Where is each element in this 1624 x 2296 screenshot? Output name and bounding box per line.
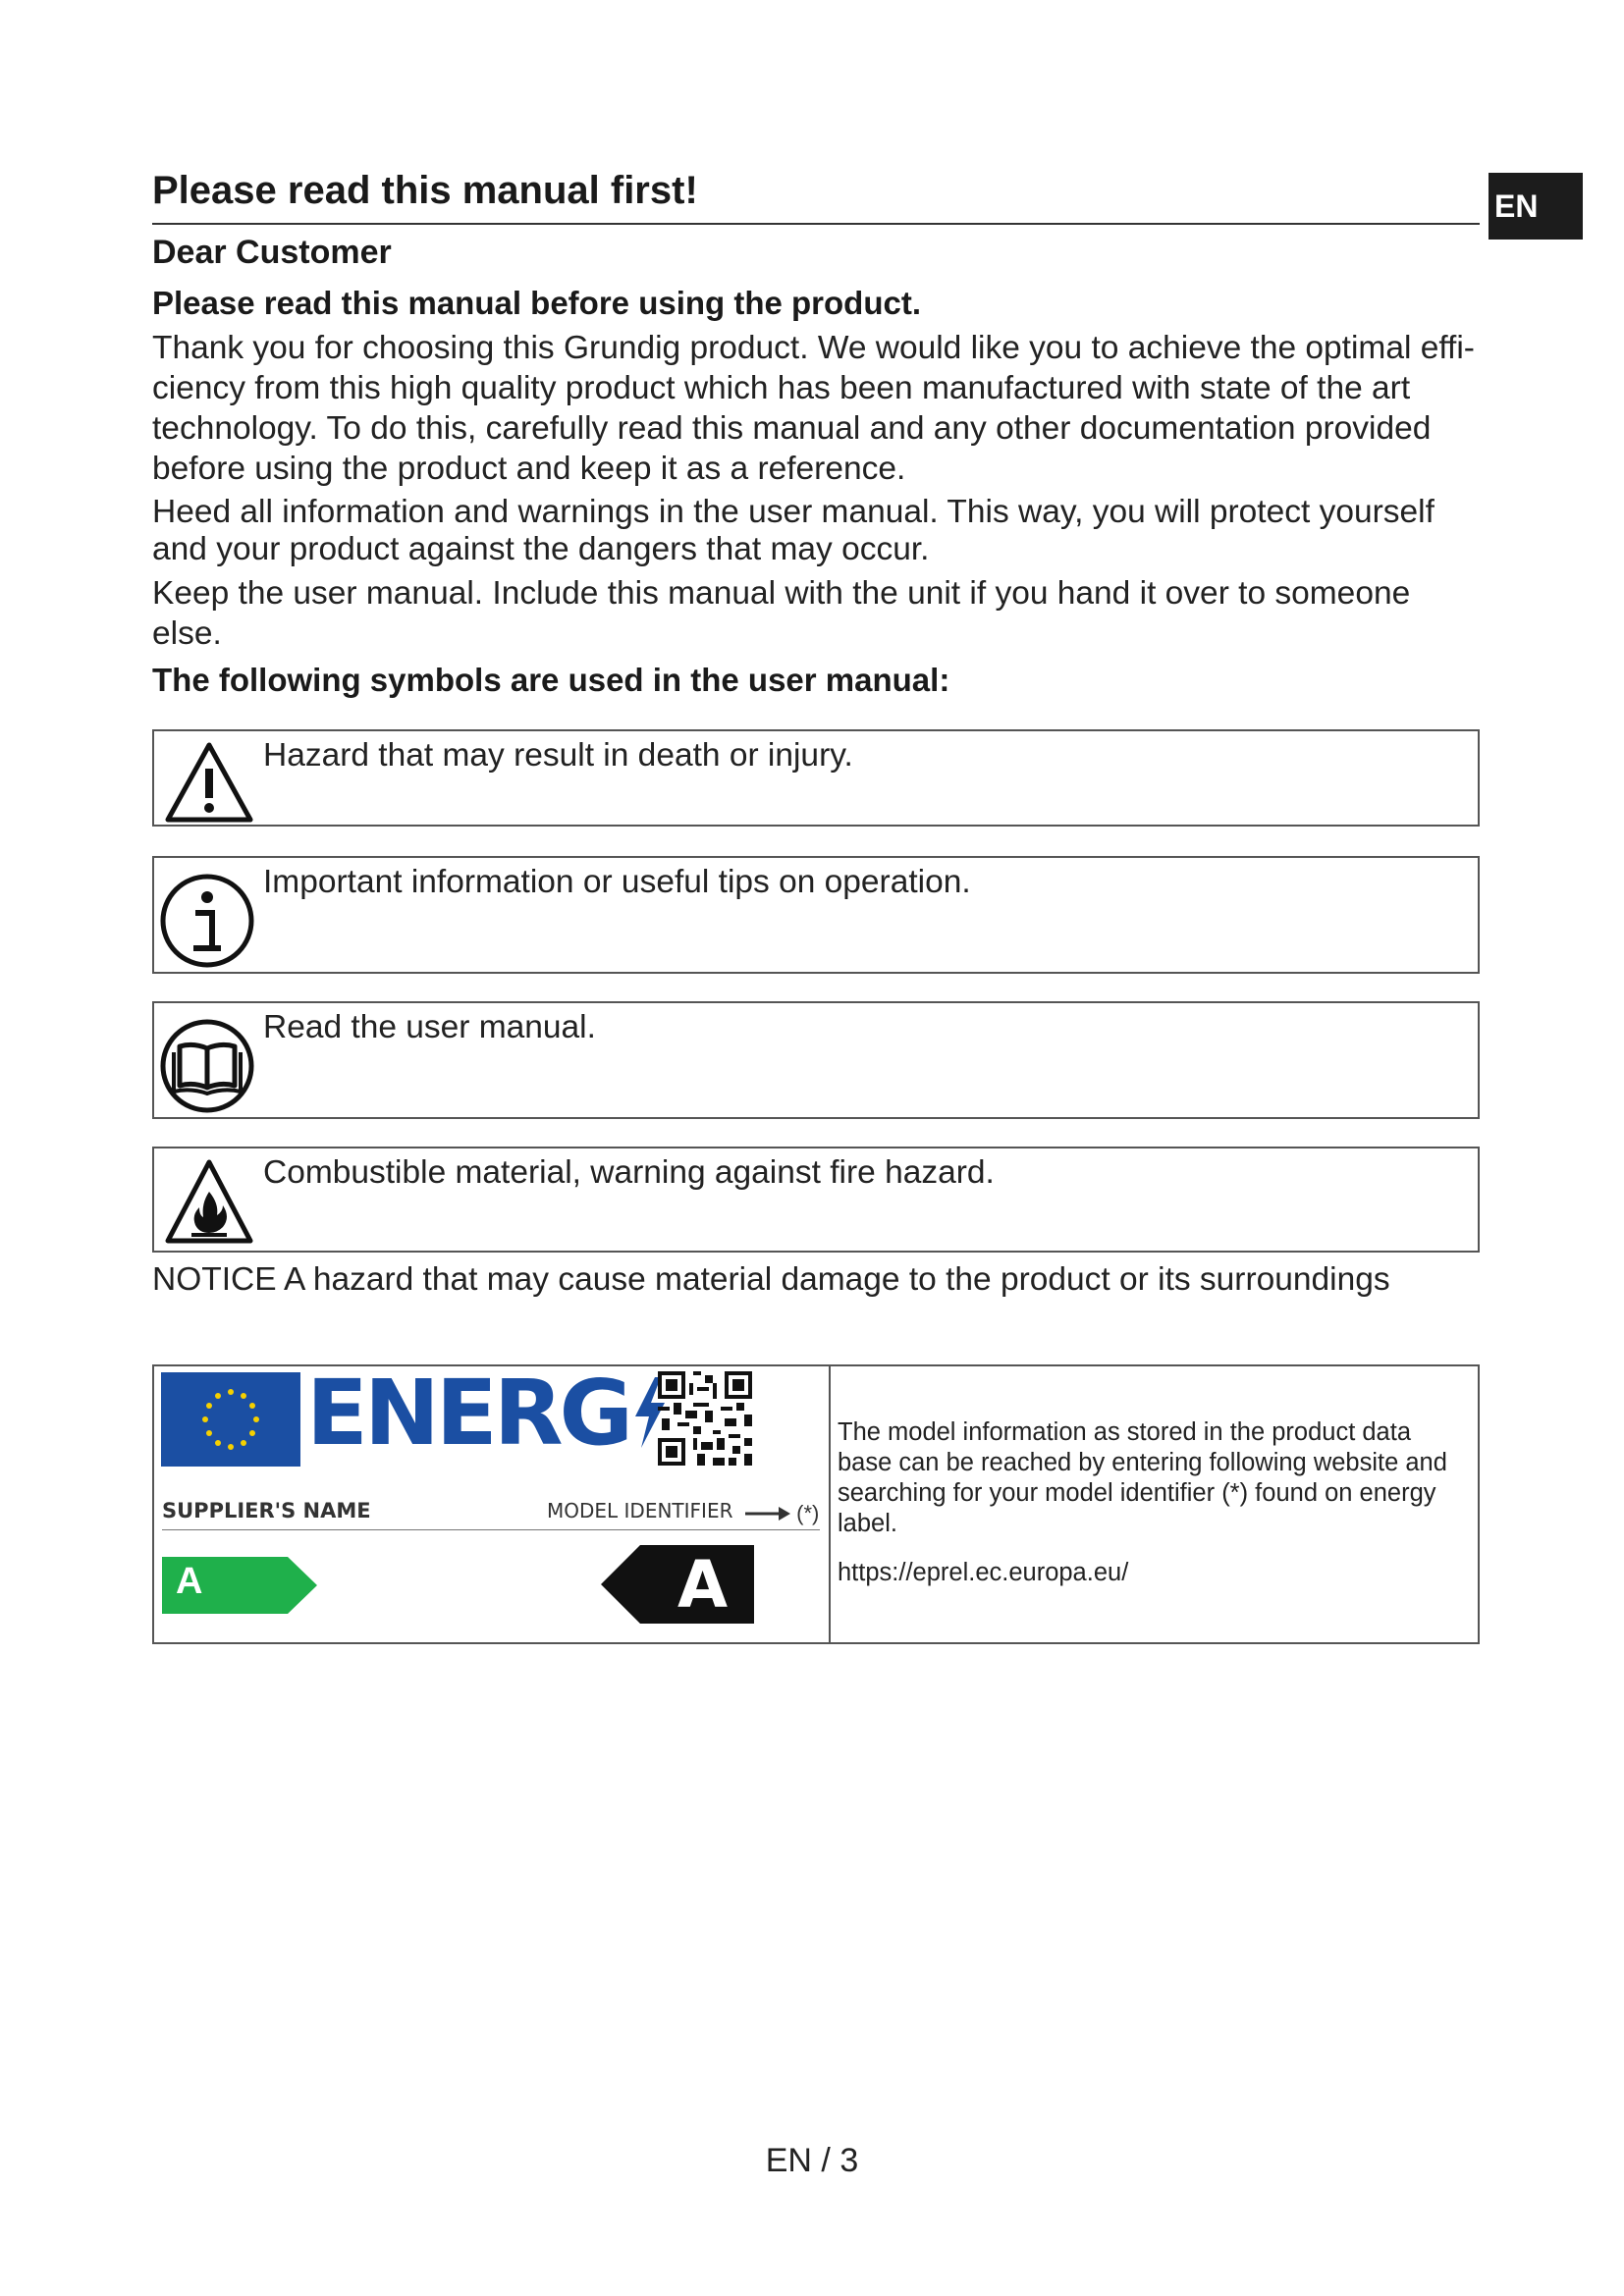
symbol-text: Important information or useful tips on operation. [263,864,971,900]
warning-triangle-icon [154,731,260,825]
energy-word [306,1361,669,1466]
book-manual-icon [154,1003,260,1117]
keep-manual-paragraph: Keep the user manual. Include this manual with the unit if you hand it over to someone else. [152,575,1411,652]
energy-word-text: ENERG [306,1361,630,1466]
info-circle-icon [154,858,260,972]
symbol-text: Read the user manual. [263,1009,596,1045]
eprel-link[interactable]: https://eprel.ec.europa.eu/ [838,1559,1129,1586]
symbol-text: Hazard that may result in death or injury. [263,737,853,774]
warnings-paragraph: Heed all information and warnings in the user manual. This way, you will protect yourself and your product against the dangers that may occur. [152,494,1435,567]
fire-hazard-icon [154,1148,260,1251]
notice-text: NOTICE A hazard that may cause material damage to the product or its surroundings [152,1261,1390,1298]
symbols-heading: The following symbols are used in the user manual: [152,662,950,698]
model-marker: (*) [796,1501,820,1525]
intro-paragraph: Thank you for choosing this Grundig product. We would like you to achieve the optimal effi-ciency from this high quality product which has been manufactured with state of the art technology. To do this, carefully read this manual and any other documentation provided before using the product and keep it as a reference. [152,330,1475,487]
symbol-row-hazard [152,729,1480,827]
energy-class-right: A [677,1547,729,1623]
symbol-row-manual [152,1001,1480,1119]
symbol-row-info [152,856,1480,974]
model-underline [162,1529,820,1530]
symbol-text: Combustible material, warning against fire hazard. [263,1154,995,1191]
arrow-right-icon [753,1501,796,1525]
supplier-name-label: SUPPLIER'S NAME [162,1499,371,1522]
energy-label-box [152,1361,1480,1644]
eu-flag-icon [161,1372,300,1467]
greeting: Dear Customer [152,234,392,271]
page-title: Please read this manual first! [152,169,698,212]
qr-code-icon [658,1371,752,1466]
read-before-heading: Please read this manual before using the product. [152,285,922,321]
title-divider [152,223,1480,225]
energy-box-divider [829,1366,831,1642]
model-identifier-text: MODEL IDENTIFIER [547,1499,733,1522]
model-identifier-label [547,1499,732,1522]
energy-class-left: A [176,1561,203,1602]
symbol-row-fire [152,1147,1480,1253]
energy-info-text: The model information as stored in the product data base can be reached by entering following website and searching for your model identifier (*) found on energy label. [838,1418,1447,1537]
model-arrow [753,1501,819,1526]
language-tab: EN [1489,173,1583,240]
page-number: EN / 3 [765,2142,859,2179]
